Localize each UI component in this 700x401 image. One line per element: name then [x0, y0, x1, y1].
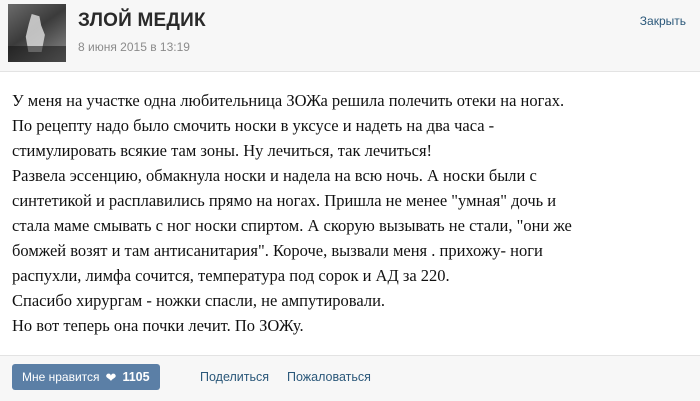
post-line: Спасибо хирургам - ножки спасли, не ампутировали. [12, 291, 386, 310]
post-line: распухли, лимфа сочится, температура под сорок и АД за 220. [12, 266, 450, 285]
post-line: бомжей возят и там антисанитария". Короче, вызвали меня . прихожу- ноги [12, 241, 543, 260]
post-timestamp: 8 июня 2015 в 13:19 [78, 40, 190, 54]
post-line: По рецепту надо было смочить носки в уксусе и надеть на два часа - [12, 116, 495, 135]
post-line: стала маме смывать с ног носки спиртом. А скорую вызывать не стали, "они же [12, 216, 572, 235]
close-link[interactable]: Закрыть [639, 14, 686, 28]
avatar-shadow [8, 46, 66, 62]
post-footer [0, 355, 700, 401]
post-line: синтетикой и расплавились прямо на ногах. Пришла не менее "умная" дочь и [12, 191, 557, 210]
heart-icon: ❤ [105, 369, 117, 385]
report-link[interactable]: Пожаловаться [287, 370, 371, 384]
post-header [0, 0, 700, 72]
avatar[interactable] [8, 4, 66, 62]
post-line: Но вот теперь она почки лечит. По ЗОЖу. [12, 316, 304, 335]
like-button-label: Мне нравится [22, 370, 100, 384]
post-line: Развела эссенцию, обмакнула носки и надела на всю ночь. А носки были с [12, 166, 537, 185]
post-line: стимулировать всякие там зоны. Ну лечиться, так лечиться! [12, 141, 433, 160]
like-count: 1105 [122, 370, 150, 384]
share-link[interactable]: Поделиться [200, 370, 270, 384]
post-body [0, 72, 700, 338]
post-author[interactable]: ЗЛОЙ МЕДИК [78, 10, 206, 31]
like-button[interactable] [12, 364, 160, 390]
post-line: У меня на участке одна любительница ЗОЖа решила полечить отеки на ногах. [12, 91, 565, 110]
